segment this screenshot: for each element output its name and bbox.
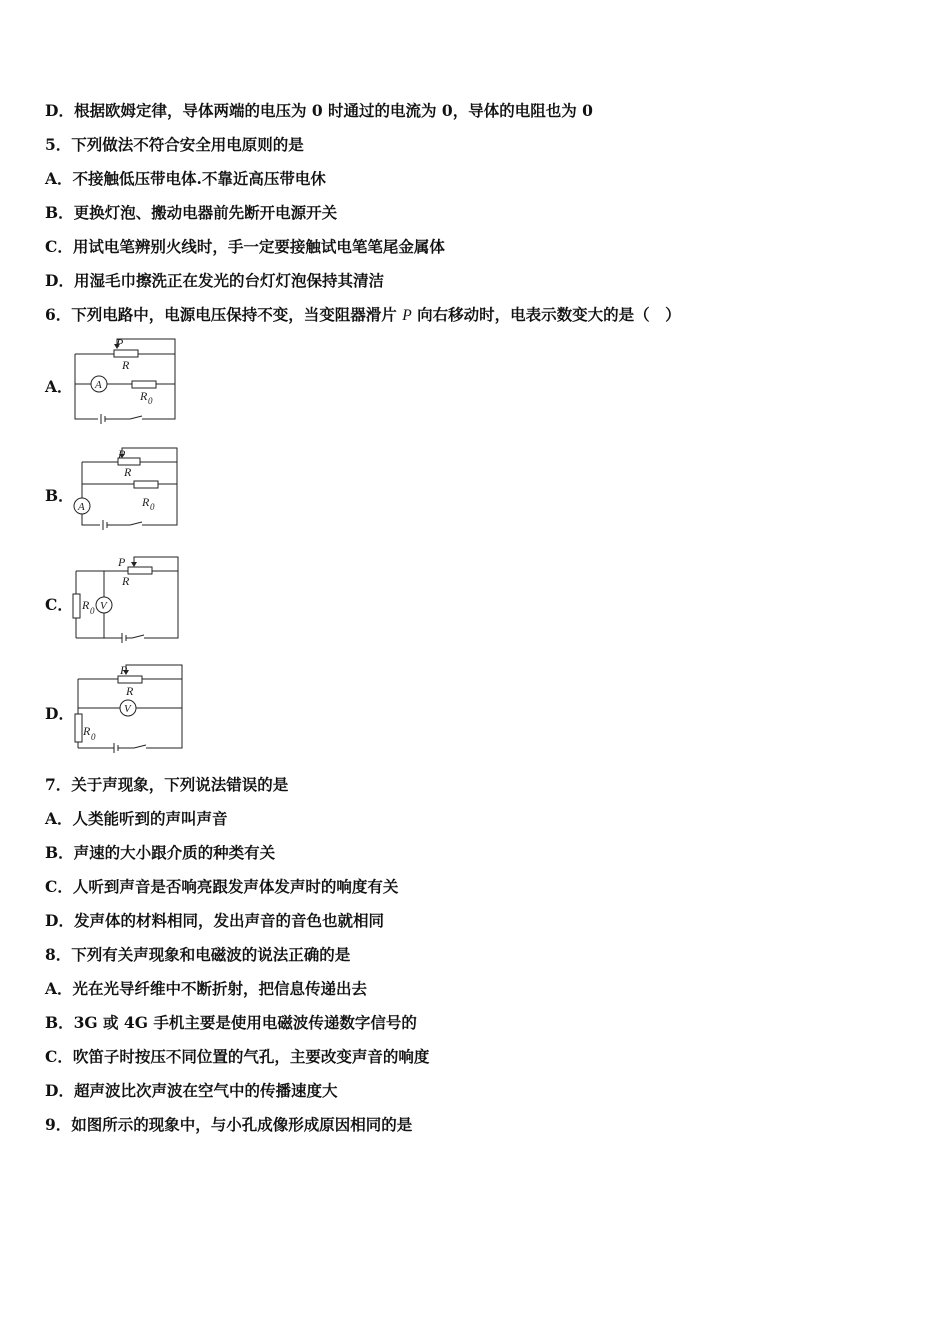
- q6-option-a-label: A．: [45, 377, 73, 396]
- q6-circuit-b: [70, 446, 185, 534]
- q7-option-c: C．人听到声音是否响亮跟发声体发声时的响度有关: [45, 877, 399, 896]
- q6-option-c-label: C．: [45, 595, 73, 614]
- q7-stem: 7．关于声现象，下列说法错误的是: [45, 775, 289, 794]
- circuit-d-p-label: P: [120, 663, 128, 677]
- circuit-a-p-label: P: [116, 336, 124, 350]
- q8-option-c: C．吹笛子时按压不同位置的气孔，主要改变声音的响度: [45, 1047, 430, 1066]
- q5-option-b: B．更换灯泡、搬动电器前先断开电源开关: [45, 203, 338, 222]
- circuit-a-r0-sub: 0: [148, 396, 153, 406]
- circuit-c-p-label: P: [118, 555, 126, 569]
- circuit-c-r0-sub: 0: [90, 606, 95, 616]
- q6-option-b-label: B．: [45, 486, 74, 505]
- q6-option-d-label: D．: [45, 704, 74, 723]
- q6-stem: [45, 305, 681, 326]
- q5-option-a: A．不接触低压带电体.不靠近高压带电休: [45, 169, 326, 188]
- q7-option-b: B．声速的大小跟介质的种类有关: [45, 843, 276, 862]
- q6-circuit-a: [70, 336, 185, 428]
- circuit-a-ammeter-label: A: [95, 379, 102, 391]
- q5-stem: 5．下列做法不符合安全用电原则的是: [45, 135, 304, 154]
- circuit-c-voltmeter-label: V: [100, 600, 107, 612]
- q7-option-d: D．发声体的材料相同，发出声音的音色也就相同: [45, 911, 384, 930]
- q8-option-b: B．3G 或 4G 手机主要是使用电磁波传递数字信号的: [45, 1013, 417, 1032]
- q6-stem-var: P: [402, 307, 412, 324]
- q4-option-d: D．根据欧姆定律，导体两端的电压为 0 时通过的电流为 0，导体的电阻也为 0: [45, 101, 593, 120]
- q7-option-a: A．人类能听到的声叫声音: [45, 809, 228, 828]
- q5-option-d: D．用湿毛巾擦洗正在发光的台灯灯泡保持其清洁: [45, 271, 384, 290]
- circuit-a-r0-label: R: [140, 389, 148, 403]
- q6-stem-pre: 6．下列电路中，电源电压保持不变，当变阻器滑片: [45, 305, 397, 324]
- q9-stem: 9．如图所示的现象中，与小孔成像形成原因相同的是: [45, 1115, 413, 1134]
- q8-stem: 8．下列有关声现象和电磁波的说法正确的是: [45, 945, 351, 964]
- circuit-a-r-label: R: [122, 358, 130, 372]
- circuit-d-voltmeter-label: V: [124, 703, 131, 715]
- q8-option-d: D．超声波比次声波在空气中的传播速度大: [45, 1081, 338, 1100]
- q6-circuit-d: [70, 662, 188, 754]
- q6-stem-post: 向右移动时，电表示数变大的是（ ）: [417, 305, 681, 324]
- circuit-c-r-label: R: [122, 574, 130, 588]
- circuit-d-r0-label: R: [83, 724, 91, 738]
- circuit-b-r0-label: R: [142, 495, 150, 509]
- circuit-b-r-label: R: [124, 465, 132, 479]
- circuit-d-r0-sub: 0: [91, 732, 96, 742]
- circuit-b-p-label: P: [118, 447, 126, 461]
- circuit-b-r0-sub: 0: [150, 502, 155, 512]
- circuit-c-r0-label: R: [82, 598, 90, 612]
- q5-option-c: C．用试电笔辨别火线时，手一定要接触试电笔笔尾金属体: [45, 237, 445, 256]
- q8-option-a: A．光在光导纤维中不断折射，把信息传递出去: [45, 979, 368, 998]
- circuit-d-r-label: R: [126, 684, 134, 698]
- q6-circuit-c: [70, 554, 185, 644]
- circuit-b-ammeter-label: A: [78, 501, 85, 513]
